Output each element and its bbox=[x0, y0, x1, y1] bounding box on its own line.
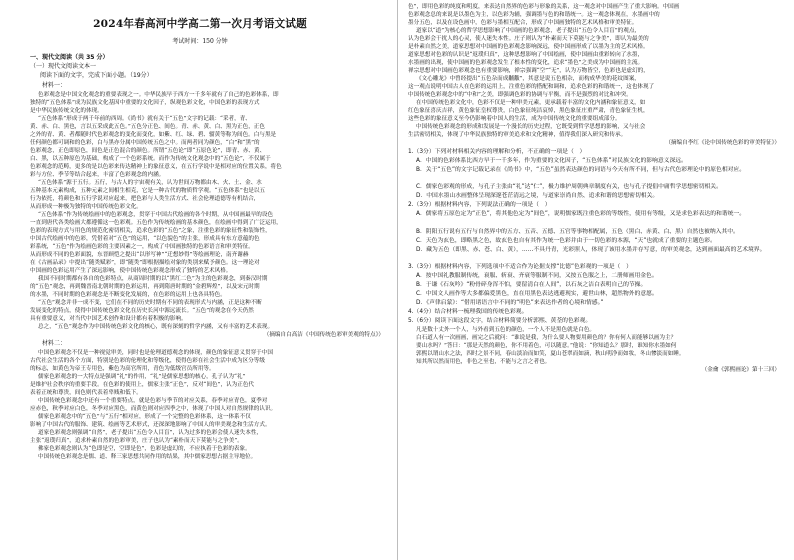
source-citation: （摘编自白高洁《中国传统色彩审美观的特点》） bbox=[263, 332, 384, 338]
text-line: 彩系统，“五色”作为绘画色彩的主要因素之一，构成了中国画独特的色彩语言和审美特征。 bbox=[30, 244, 254, 250]
text-line: 具有重要意义，对当代中国艺术创作和设计都有着积极的影响。 bbox=[30, 316, 187, 322]
text-line: 彩与方位、季节等结合起来，丰富了色彩观念的内涵。 bbox=[30, 172, 165, 178]
right-column bbox=[398, 0, 794, 560]
material-one-label: 材料一： bbox=[42, 82, 67, 89]
text-line: 中国传统色彩观念的形成和发展是一个漫长的历史过程，它既受到哲学思想的影响，又与社会 bbox=[416, 124, 646, 130]
text-line: 影响了中国古代的服饰、建筑、绘画等艺术形式，还深深地影响了中国人的审美观念和生活方式。 bbox=[30, 422, 271, 428]
text-line: 认为色彩会干扰人的心灵，使人迷失本性。庄子则认为“朴素而天下莫能与之争美”，即认为最美的 bbox=[408, 36, 649, 42]
answer-option: D．藏为五色（即黑、赤、苍、白、黄），……不具丹青，光彩照人，体现了该用水墨并存写意，的审美观念，达到画面最高的艺术境界。 bbox=[416, 246, 766, 253]
text-line: 水墨画的出现，使中国画的色彩观念发生了根本性的变化，追求“墨色”之美成为中国画的主流。 bbox=[408, 60, 644, 66]
text-line: 的“五色”观念，再到魏晋南北朝时期的色彩运用，再到隋唐时期的“金碧辉煌”，以及宋元时期 bbox=[30, 284, 260, 290]
answer-option: B．关于“五色”的文字记载记录在《尚书》中，“五色”虽然表达颜色的词语与今天有所不同，但与古代色彩理论中的原色相对应。 bbox=[416, 167, 746, 173]
text-line: 佛家色彩观念则认为“色即是空，空即是色”，色彩是虚幻的，不应执着于色彩的表象。 bbox=[38, 446, 251, 452]
subsection-heading: （一）现代文阅读文本一 bbox=[30, 63, 97, 70]
answer-option: B．阴阳五行说有五行与自然界中的五方、五音、五德、五官等事物相配属，五色（黑白、赤黄、白、黑）自然也被纳入其中。 bbox=[416, 228, 739, 235]
text-line: 在中国传统色彩文化中，色彩不仅是一种审美元素，更承载着丰富的文化内涵和象征意义，如 bbox=[416, 100, 646, 106]
text-line: 主张“返璞归真”，追求朴素自然的色彩审美，庄子也认为“素朴而天下莫能与之争美”。 bbox=[30, 438, 243, 444]
text-line: 一直到唐代各类绘画大都遵循这一色彩观。五色作为传统绘画的基本颜色，在绘画中得到了广泛运用， bbox=[30, 220, 282, 226]
answer-option: D．《声律启蒙》：“借用诸语言中不同的“明色”来表达作者的心境和情感。” bbox=[416, 300, 604, 307]
answer-option: C．儒家色彩观的形成，与孔子主张由“礼”达“仁”，极力维护周朝典章制度有关，也与孔子提倡中庸哲学思想密切相关。 bbox=[416, 184, 722, 191]
answer-option: B．于谦《石灰吟》“粉骨碎身浑不怕，要留清白在人间”，以石灰之洁白表明自己的节操。 bbox=[416, 282, 647, 289]
question-stem: 1.（3分）下列对材料相关内容的理解和分析，不正确的一项是（ ） bbox=[408, 149, 586, 155]
text-line: 是朴素自然之美，道家思想对中国画的色彩观念影响深远，使中国画形成了以墨为主的艺术风格。 bbox=[408, 44, 649, 50]
text-line: 这些色彩的象征意义至今仍影响着中国人的生活，成为中国传统文化的重要组成部分。 bbox=[408, 116, 621, 122]
text-line: 白、黑，以五种原色为基础，构成了一个色彩系统。而作为传统文化观念中的“五色论”，不仅属于 bbox=[30, 156, 271, 162]
text-line: 任何颜色都可调和的色彩，白与黑亦分属中国传统五色之中。而两者同为颜色，“白”和“黑”的 bbox=[30, 140, 260, 146]
section-heading: 一、现代文阅读（共 35 分） bbox=[30, 54, 109, 61]
text-line: 禅宗思想对中国画色彩观念也有重要影响，禅宗强调“空”“无”，认为万物皆空，色彩也是虚幻的， bbox=[408, 68, 649, 74]
instruction-text: 阅读下面的文字，完成下面小题。（19分） bbox=[40, 72, 153, 79]
material-two-label: 材料二： bbox=[42, 340, 67, 347]
text-line: 独特的“五色体系”成为民族文化基因中重要的文化因子，纵观色彩文化，中国色彩的表现方式 bbox=[30, 100, 260, 106]
text-line: 中国古代绘画中的色彩，凭借着对“五色”的运用，“以色貌色”的主张，形成具有东方意蕴的色 bbox=[30, 236, 260, 242]
text-line: 《文心雕龙》中曾经提出“五色杂而成黼黻”，其意是说五色相杂，而构成华美的花纹图案， bbox=[416, 76, 640, 82]
text-line: 色”，即用色彩的纯度和明度，来表达自然界的色彩与形象的关系，这一观念对中国画产生了重大影响。中国画 bbox=[408, 4, 680, 10]
answer-option: D．中国水墨山水画整体呈现深邃苍茫清远之境，与道家崇尚自然、追求和谐的思想密切相关。 bbox=[416, 193, 659, 200]
text-line: 的标志，如黄色为帝王专用色，紫色为高官所用，青色为低级官员所用等。 bbox=[30, 366, 215, 372]
text-line: “五色体系”源于五行。五行，与古人的宇宙观有关，认为世间万物都由木、火、土、金、水 bbox=[38, 180, 262, 186]
text-line: 我国不同时期都有各自的色彩特点，从商周时期的以“黑红二色”为主的色彩观念，到秦汉时期 bbox=[38, 276, 268, 282]
text-line: 之外的青、黄、者都随时代色彩观念的变化而变化，如紫、红、绿、碧、骝黄等称为间色。白与黑是 bbox=[30, 132, 277, 138]
answer-option: C．中国文人画作等大多都偏爱黑色，直在用黑色表达逃避现实，避世山林，超然物外的意愿。 bbox=[416, 291, 658, 298]
text-line: 是维护社会秩序的重要手段。在色彩的使用上，儒家主张“正色”，反对“间色”，认为正色代 bbox=[30, 382, 255, 388]
text-line: 总之，“五色”观念作为中国传统色彩文化的核心，既有深刻的哲学内涵，又有丰富的艺术表现。 bbox=[38, 324, 274, 330]
passage-source: （金龠《郭熙画论》第十三回） bbox=[701, 367, 780, 374]
answer-option: A．儒家将五原色定为“正色”，将其他色定为“间色”，说明儒家既注重色彩的等级性，使用有等级，又是求色彩表达的和谐统一。 bbox=[416, 211, 746, 218]
answer-option: A．中国的色彩体系比西方早于一千多年，作为重要的文化因子，“五色体系”对民族文化的影响意义深远。 bbox=[416, 158, 687, 164]
text-line: “五色体系”形成于两千年前的西周。《尚书》就有关于“五色”文字的记载：“采者，青、 bbox=[38, 116, 251, 122]
text-line: 在《古画品录》中提出“随类赋彩”，即“随类”即根据描绘对象的类别来赋予颜色。这一理论对 bbox=[30, 260, 260, 266]
text-line: 儒家色彩观念中的“五色”与“五行”相对应，形成了一个完整的色彩体系，这一体系不仅 bbox=[38, 414, 251, 420]
text-line: 古代社会生活的各个方面，特别是色彩的伦理化和等级化，使得色彩在社会生活中成为区分等级 bbox=[30, 358, 265, 364]
text-line: 中国画的色彩运用产生了深远影响，使中国传统色彩观念形成了独特的艺术风格。 bbox=[30, 268, 232, 274]
text-line: 道家以“道”为核心的哲学思想影响了中国画的色彩观念，老子提出“五色令人目盲”的观点， bbox=[416, 28, 641, 34]
question-stem: 4.（4分）结合材料一梳理我国的传统色彩观。 bbox=[408, 309, 528, 316]
text-line: 表着正统和尊贵，间色则代表着卑贱和低下。 bbox=[30, 390, 142, 396]
exam-duration: 考试时间：150 分钟 bbox=[172, 38, 228, 45]
text-line: 五种基本元素构成，五种元素之间相生相克，它是一种古代的物质哲学观。“五色体系”也是以五 bbox=[30, 188, 266, 194]
text-line: 郭熙以谓山水之法，四时之景不同，春山淡冶而如笑，夏山苍翠而如滴，秋山明净而如妆，冬山惨淡而如睡。 bbox=[416, 351, 685, 358]
text-line: 色彩观念，正色即原色，间色是正色混合的颜色。所谓“五色论”即“五原色论”，即青、赤、黄、 bbox=[30, 148, 266, 154]
text-line: 红色象征喜庆吉祥，黄色象征皇权尊贵，白色象征纯洁哀悼，黑色象征庄重严肃，青色象征生机， bbox=[408, 108, 649, 114]
text-line: 儒家色彩观念的一大特点是强调“礼”的作用，“礼”是儒家思想的核心，孔子认为“礼” bbox=[38, 374, 246, 380]
text-line: 色彩观念总的来说是以墨色为主，以色彩为辅，强调墨与色的和谐统一。这一观念体现在，水墨画中的 bbox=[408, 12, 660, 18]
text-line: 行为依托，将颜色和五行学说对应起来，把色彩与人类生活方式、社会伦理道德等有机结合， bbox=[30, 196, 260, 202]
text-line: 要山水吗？”答曰：“那是天然的颜色，你不用着色，可以随意。”他说：“你知道么？那时，谁知你水墨如何 bbox=[416, 343, 677, 350]
text-line: 色彩的表现方式与用色的规范化密切相关，追求色彩的“五色”之象，注重色彩的象征性和装饰性， bbox=[30, 228, 271, 234]
page-title: 2024年春高河中学高二第一次月考语文试题 bbox=[93, 18, 307, 30]
text-line: 是中华民族传统文化的体现。 bbox=[30, 108, 103, 114]
text-line: 的水墨，不同时期的色彩观念是不断变化发展的，在色彩的运用上也各具特色。 bbox=[30, 292, 226, 298]
text-line: 色彩观念是中国文化观念的重要表现之一。中华民族早于西方一千多年就有了自己的色彩体系，即 bbox=[38, 92, 279, 98]
text-line: 中国传统色彩观念是儒、道、释三家思想共同作用的结果，其中儒家思想占据主导地位。 bbox=[38, 454, 257, 460]
text-line: 中国色彩观念不仅是一种视觉审美，同时也是伦理道德观念的体现，颜色的象征意义贯穿于中国 bbox=[38, 350, 273, 356]
source-citation-right: （摘编自李红《论中国传统色彩的审美特征》） bbox=[665, 140, 780, 146]
text-line: 中国传统色彩观念中还有一个重要特点，就是色彩与季节的对应关系，春季对应青色，夏季对 bbox=[38, 398, 268, 404]
question-stem: 3.（3分）根据材料内容，下列选项中不适合作为论据支撑“比德”色彩观的一项是（ ） bbox=[408, 264, 632, 271]
text-line: 墨分五色，以及在设色画中，色彩与墨相互配合，形成了中国画独特的艺术风格和审美特征。 bbox=[408, 20, 638, 26]
text-line: 从而形成不同的色彩面貌，东晋顾恺之提出“以形写神”“迁想妙得”等绘画理论，南齐谢赫 bbox=[30, 252, 249, 258]
text-line: 知其所以然而用色，非色之至也，不能与之言之者也。 bbox=[416, 359, 551, 366]
text-line: “五色”观念并非一成不变，它们在不同的历史时期有不同的表现形式与内涵，正是这种不断 bbox=[38, 300, 262, 306]
text-line: 这一观点说明中国古人在色彩的运用上，注重色彩的搭配和调和，追求色彩的和谐统一，这也体现了 bbox=[408, 84, 655, 90]
text-line: 凡是数十丈外一个人，与外看到五色的颜色，一个人不是黑色就是白色。 bbox=[416, 327, 596, 334]
question-stem: 2.（3分）根据材料内容，下列说法正确的一项是（ ） bbox=[408, 202, 551, 209]
text-line: 色彩观念的范畴，更多的是以色彩来传达精神上的象征意义，在五行学说中是相对应的位置关系，将色 bbox=[30, 164, 282, 170]
text-line: 道家思想对色彩的认识是“返璞归真”，这种思想影响了中国绘画，使中国画由重彩转向了水墨， bbox=[408, 52, 644, 58]
text-line: 道家色彩观念则强调“自然”，老子提出“五色令人目盲”，认为过多的色彩会使人迷失本性， bbox=[38, 430, 263, 436]
text-line: 生活密切相关，体现了中华民族独特的审美追求和文化精神，值得我们深入研究和传承。 bbox=[408, 132, 627, 138]
text-line: 白石道人有一次画画，画完之后就问：“谁说是我，为什么要人物要用颜色的？你有何人而能够以画为主？ bbox=[416, 335, 677, 342]
text-line: 中国传统色彩观念中的“中和”之美，即强调色彩的协调与平衡，而不是强烈的对比和冲突。 bbox=[408, 92, 632, 98]
text-line: 应赤色，秋季对应白色，冬季对应黑色，而黄色则对应四季之中，体现了中国人对自然规律的认识。 bbox=[30, 406, 277, 412]
text-line: 黄、赤、白、黑也，言以五采成此五色。”五色分正色、间色。青、赤、黄、白、黑为正色，正色 bbox=[30, 124, 265, 130]
text-line: 发展变化的特点，使得中国传统色彩文化在历史长河中源远流长。“五色”的观念在今天仍然 bbox=[30, 308, 254, 314]
text-line: “五色体系”作为传统绘画中的色彩观念，贯穿于中国古代绘画的各个时期，从中国画最早的设色 bbox=[38, 212, 274, 218]
answer-option: C．天色为玄色，即略黑之色，故玄色也自有其作为统一色彩并由于一切色彩的本源，“天”也就成了重要的主题色彩。 bbox=[416, 237, 716, 244]
question-stem: 5.（6分）阅读下面这段文字，结合材料简要分析郭熙、黄荃的色彩观。 bbox=[408, 318, 592, 325]
answer-option: A．按中国礼教服制传统，衰服、斩衰、齐衰等服制不同，又按五色服之上，二册师画用金色。 bbox=[416, 273, 658, 280]
text-line: 从而形成一种极为独特的中国传统色彩文化。 bbox=[30, 204, 142, 210]
